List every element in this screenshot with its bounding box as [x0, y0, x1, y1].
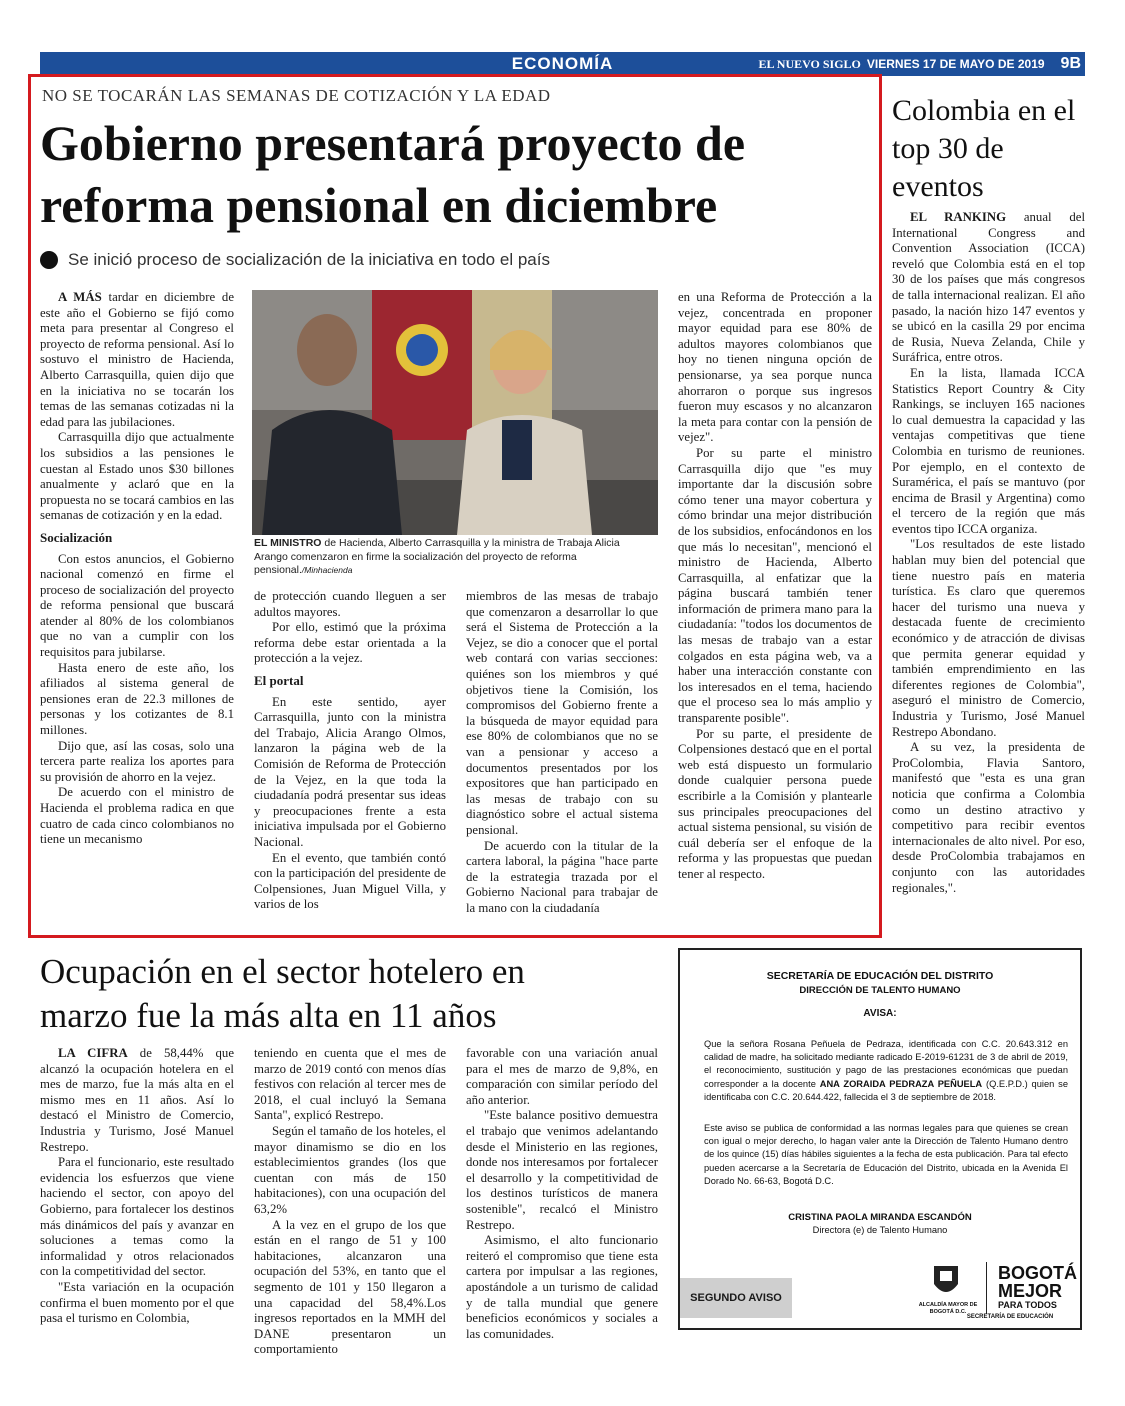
- caption-lead: EL MINISTRO: [254, 537, 322, 549]
- paragraph: en una Reforma de Protección a la vejez, concentrada en proponer mayor equidad para ese 80% de adultos mayores colombianos que hoy no tienen ninguna opción de pensionarse, ya sea porque nunca ahorraron o porque sus ingresos fueron muy escasos y no alcanzaron la meta para contar con la pensión de vejez".: [678, 290, 872, 445]
- paragraph: de 58,44% que alcanzó la ocupación hotelera en el mes de marzo, fue la más alta en el mismo mes en 11 años. Así lo destacó el Ministro de Comercio, Industria y Turismo, José Manuel Restrepo.: [40, 1046, 235, 1154]
- paragraph: Dijo que, así las cosas, solo una tercera parte realiza los aportes para su provisión de ahorro en la vejez.: [40, 738, 234, 784]
- article-kicker: NO SE TOCARÁN LAS SEMANAS DE COTIZACIÓN Y LA EDAD: [42, 86, 551, 105]
- notice-dept: DIRECCIÓN DE TALENTO HUMANO: [799, 985, 961, 996]
- paragraph: "Los resultados de este listado hablan muy bien del potencial que tiene nuestro país en materia turística. Es claro que queremos hacer del turismo una nueva y destacada fuente de crecimiento económico y de atracción de divisas que permita generar equidad y también emprendimiento en las diferentes regiones de Colombia", aseguró el ministro de Comercio, Industria y Turismo, José Manuel Restrepo Abondano.: [892, 537, 1085, 739]
- paragraph: Según el tamaño de los hoteles, el mayor dinamismo se dio en los establecimientos grandes (los que cuentan con más de 150 habitaciones), con una ocupación del 63,2%: [254, 1123, 446, 1216]
- headline-line: Ocupación en el sector hotelero en: [40, 952, 525, 991]
- article-column-4: [678, 290, 872, 883]
- article-column-2: [254, 589, 446, 913]
- hotel-column-2: [254, 1046, 446, 1358]
- paragraph: Por su parte, el presidente de Colpensiones destacó que en el portal web está dispuesto un formulario donde cualquier persona puede escribirle a la Comisión y plantearle sus principales preocupaciones del actual sistema pensional, su visión de cuál debería ser el enfoque de la reforma y las propuestas que puedan tener al respecto.: [678, 726, 872, 881]
- paragraph: teniendo en cuenta que el mes de marzo de 2019 contó con menos días festivos con relación al tercer mes de 2018, el cual incluyó la Semana Santa", explicó Restrepo.: [254, 1046, 446, 1123]
- photo-credit: /Minhacienda: [301, 565, 353, 575]
- paragraph: En la lista, llamada ICCA Statistics Report Country & City Rankings, se incluyen 165 naciones lo cual demuestra la capacidad y las ventajas competitivas que tiene Colombia en turismo de reuniones. Por ejemplo, en el contexto de Suramérica, el país se mantuvo (por encima de Brasil y Argentina) como el tercero de la región que más eventos tipo ICCA organiza.: [892, 365, 1085, 536]
- lead-word: EL RANKING: [910, 210, 1007, 224]
- paragraph: "Esta variación en la ocupación confirma el buen momento por el que pasa el turismo en Colombia,: [40, 1279, 234, 1326]
- notice-text: Que la señora Rosana Peñuela de Pedraza, identificada con C.C. 20.643.312 en calidad de madre, ha solicitado mediante radicado E-2019-61231 de 3 de abril de 2019, el reconocimiento, sustitución y pago de las prestaciones económicas que puedan corresponder a la docente: [704, 1039, 1068, 1089]
- paragraph: Por ello, estimó que la próxima reforma debe estar orientada a la protección a la vejez.: [254, 620, 446, 666]
- headline-line: reforma pensional en diciembre: [40, 177, 718, 233]
- photo-caption: [254, 537, 654, 578]
- header-meta: [758, 52, 1085, 76]
- notice-title: AVISA:: [863, 1008, 897, 1019]
- article-column-1: [40, 290, 234, 848]
- bullet-icon: [40, 251, 58, 269]
- secretaria-label: SECRETARÍA DE EDUCACIÓN: [966, 1314, 1054, 1320]
- legal-notice: [678, 948, 1082, 1330]
- caption-text: de Hacienda, Alberto Carrasquilla y la ministra de Trabaja Alicia Arango comenzaron en firme la socialización del proyecto de reforma pensional.: [254, 537, 620, 576]
- notice-name: ANA ZORAIDA PEDRAZA PEÑUELA: [819, 1078, 983, 1089]
- paragraph: Asimismo, el alto funcionario reiteró el compromiso que tiene esta cartera por impulsar a las regiones, apostándole a un turismo de calidad y de talla mundial que genere beneficios económicos y sociales a las comunidades.: [466, 1233, 658, 1341]
- headline-line: marzo fue la más alta en 11 años: [40, 996, 497, 1035]
- issue-date: VIERNES 17 DE MAYO DE 2019: [866, 57, 1045, 71]
- logo-bogota: BOGOTÁ: [998, 1263, 1077, 1283]
- notice-paragraph-1: [704, 1038, 1068, 1104]
- subheading: El portal: [254, 672, 304, 688]
- ministers-photo: [252, 290, 658, 535]
- notice-signer: CRISTINA PAOLA MIRANDA ESCANDÓN: [788, 1212, 972, 1223]
- subheading: Socialización: [40, 529, 113, 545]
- paragraph: A su vez, la presidenta de ProColombia, Flavia Santoro, manifestó que "esta es una gran noticia que confirma a Colombia como un destino atractivo y competitivo para recibir eventos internacionales de alto nivel. Por eso, desde ProColombia trabajamos en conjunto con las autoridades regionales,".: [892, 740, 1085, 895]
- side-article-body: [892, 210, 1085, 896]
- alcaldia-label: ALCALDÍA MAYOR DE BOGOTÁ D.C.: [918, 1302, 978, 1315]
- paragraph: tardar en diciembre de este año el Gobierno se fijó como meta para presentar al Congreso el proyecto de reforma pensional. Así lo sostuvo el ministro de Hacienda, Alberto Carrasquilla, quien dijo que en la iniciativa no se tocarán los temas de las semanas cotizadas ni la edad para las jubilaciones.: [40, 290, 235, 429]
- notice-paragraph-2: Este aviso se publica de conformidad a las normas legales para que quienes se crean con igual o mejor derecho, lo hagan valer ante la Dirección de Talento Humano dentro de los quince (15) días hábiles siguientes a la fecha de esta publicación. Para tal efecto pueden acercarse a la Secretaría de Educación del Distrito, ubicada en la Avenida El Dorado No. 66-63, Bogotá D.C.: [704, 1123, 1068, 1186]
- logo-para-todos: PARA TODOS: [998, 1300, 1057, 1310]
- paragraph: anual del International Congress and Convention Association (ICCA) reveló que Colombia está en el top 30 de los países que más congresos de talla internacional realizan. El año pasado, la nación hizo 147 eventos y se ubicó en la casilla 29 por encima de Rusia, Nueva Zelanda, Chile y Suráfrica, entre otros.: [892, 210, 1085, 365]
- section-title: ECONOMÍA: [511, 54, 614, 73]
- article-deck: [40, 250, 550, 270]
- notice-signer-role: Directora (e) de Talento Humano: [812, 1225, 948, 1235]
- article-photo: [252, 290, 658, 535]
- paragraph: Por su parte el ministro Carrasquilla dijo que "es muy importante dar la discusión sobre cómo tener una mayor cobertura y cómo brindar una mejor distribución de los subsidios, enfocándonos en los que más lo necesitan", mencionó el ministro de Hacienda, Alberto Carrasquilla, al enfatizar que la página buscará también tener información de primera mano para la ciudadanía: "todos los documentos de las mesas de trabajo van a estar colgados en esta página web, va a haber una interacción constante con los interesados en el tema, haciendo que el proceso sea lo más amplio y transparente posible".: [678, 445, 872, 726]
- paragraph: favorable con una variación anual para el mes de marzo de 9,8%, en comparación con similar período del año anterior.: [466, 1046, 658, 1107]
- paragraph: de protección cuando lleguen a ser adultos mayores.: [254, 589, 446, 619]
- paragraph: De acuerdo con el ministro de Hacienda el problema radica en que cuatro de cada cinco colombianos no tiene un mecanismo: [40, 785, 234, 847]
- header-bar: [40, 52, 1085, 76]
- side-article-title: Colombia en el top 30 de eventos: [892, 94, 1076, 203]
- paragraph: De acuerdo con la titular de la cartera laboral, la página "hace parte de la estrategia trazada por el Gobierno Nacional para trabajar de la mano con la ciudadanía: [466, 838, 658, 915]
- paragraph: Para el funcionario, este resultado evidencia los esfuerzos que viene haciendo el sector, con apoyo del Gobierno, para fortalecer los destinos más dinámicos del país y avanzar en soluciones a temas como la informalidad y otros relacionados con la competitividad del sector.: [40, 1155, 234, 1279]
- bogota-logo: [998, 1264, 1077, 1310]
- logo-mejor: MEJOR: [998, 1281, 1063, 1301]
- headline-line: Gobierno presentará proyecto de: [40, 115, 746, 171]
- deck-text: Se inició proceso de socialización de la iniciativa en todo el país: [68, 250, 550, 269]
- notice-text: (Q.E.P.D.) quien se identificaba con C.C. 20.644.422, fallecida el 3 de septiembre de 2018.: [704, 1078, 1068, 1102]
- page-number: 9B: [1060, 55, 1081, 72]
- lead-word: A MÁS: [58, 290, 102, 304]
- newspaper-name: EL NUEVO SIGLO: [758, 57, 861, 71]
- hotel-column-1: [40, 1046, 234, 1327]
- paragraph: A la vez en el grupo de los que están en el rango de 51 y 100 habitaciones, alcanzaron una ocupación del 53%, en tanto que el segmento de 101 y 150 llegaron a una capacidad del 58,4%.Los ingresos reportados en la MMH del DANE presentaron un comportamiento: [254, 1217, 446, 1357]
- paragraph: miembros de las mesas de trabajo que comenzaron a desarrollar lo que será el Sistema de Protección a la Vejez, se dio a conocer que el portal web contará con varias secciones: quiénes son los miembros y qué objetivos tiene la Comisión, los compromisos del Gobierno frente a la búsqueda de mayor equidad para ese 80% de colombianos que no se van a pensionar y acceso a documentos presentados por los expositores que han participado en las mesas de trabajo con su diagnóstico sobre el actual sistema pensional.: [466, 589, 658, 837]
- bogota-crest-icon: [926, 1262, 966, 1300]
- notice-org: SECRETARÍA DE EDUCACIÓN DEL DISTRITO: [766, 970, 994, 982]
- lead-word: LA CIFRA: [58, 1046, 128, 1060]
- article-headline: [40, 112, 870, 236]
- paragraph: En el evento, que también contó con la participación del presidente de Colpensiones, Juan Miguel Villa, y varios de los: [254, 850, 446, 912]
- second-notice-label: SEGUNDO AVISO: [680, 1278, 792, 1318]
- paragraph: En este sentido, ayer Carrasquilla, junto con la ministra del Trabajo, Alicia Arango Olmos, lanzaron la página web de la Comisión de Reforma de Protección de la Vejez, en la que toda la ciudadanía podrá presentar sus ideas y preocupaciones frente a esta iniciativa impulsada por el Gobierno Nacional.: [254, 694, 446, 849]
- paragraph: Con estos anuncios, el Gobierno nacional comenzó en firme el proceso de socialización del proyecto de reforma pensional que buscará atender al 80% de los colombianos que no van a cumplir con los requisitos para jubilarse.: [40, 551, 234, 660]
- paragraph: Hasta enero de este año, los afiliados al sistema general de pensiones eran de 22.3 millones de personas y los cotizantes de 8.1 millones.: [40, 660, 234, 738]
- hotel-headline: [40, 950, 660, 1038]
- hotel-column-3: [466, 1046, 658, 1342]
- paragraph: Carrasquilla dijo que actualmente los subsidios a las pensiones le cuestan al Estado unos $30 billones anualmente y aclaró que en la propuesta no se tocará cambios en las semanas de cotización y en la edad.: [40, 430, 234, 523]
- article-column-3: [466, 589, 658, 916]
- paragraph: "Este balance positivo demuestra el trabajo que venimos adelantando desde el Ministerio en las regiones, donde nos interesamos por fortalecer el desarrollo y la competitividad de los destinos turísticos de manera sostenible", recalcó el Ministro Restrepo.: [466, 1108, 658, 1232]
- logo-divider: [986, 1262, 987, 1314]
